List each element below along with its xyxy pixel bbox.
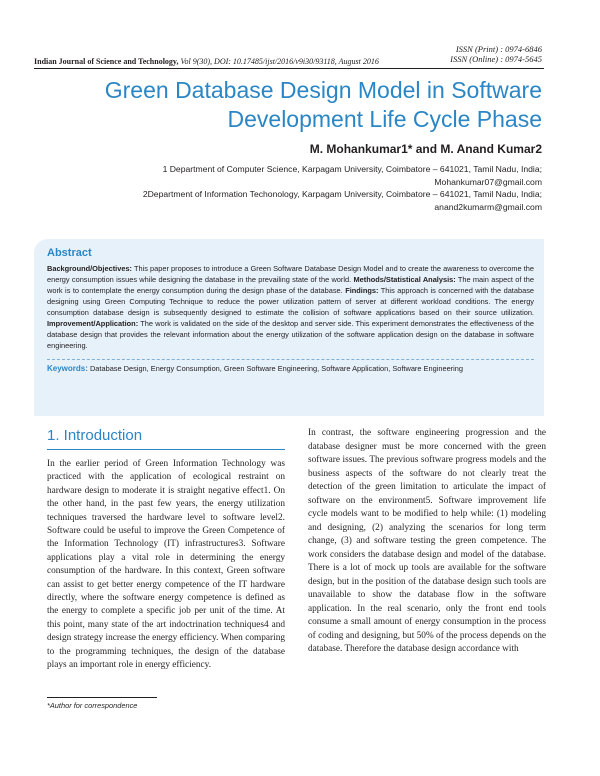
journal-citation — [34, 57, 434, 67]
journal-details: Vol 9(30), DOI: 10.17485/ijst/2016/v9i30/93118, August 2016 — [180, 57, 379, 66]
abstract-box — [34, 239, 544, 416]
keywords-label: Keywords: — [47, 364, 88, 373]
paper-title: Green Database Design Model in Software Development Life Cycle Phase — [104, 77, 542, 132]
improvement-text: The work is validated on the side of the desktop and server side. This experiment demonstrates the effectiveness of the database design that provides the relevant information about the energy utilization of the software application design on the database in software engineering. — [47, 319, 534, 350]
affiliation-2: 2Department of Information Techonology, Karpagam University, Coimbatore – 641021, Tamil Nadu, India; — [142, 189, 542, 200]
intro-left-text: In the earlier period of Green Information Technology was practiced with the application of ecological restraint on hardware design to moderate it is straight negative effect1. On the other hand, in the past few years, the energy utilization techniques traversed the hardware level to software level2. Software could be useful to improve the Green Competence of the Information Technology (IT) infrastructures3. Software applications play a vital role in determining the energy consumption of the hardware. In this context, Green software can assist to get better energy competence of the IT hardware directly, where the software energy competence is defined as the energy to complete a specific job per unit of the time. At this point, many state of the art indoctrination techniques4 and design strategy increase the energy efficiency. When comparing to the programming techniques, the design of the database plays an important role in energy efficiency. — [47, 459, 285, 671]
section-rule — [47, 449, 285, 450]
left-column — [47, 427, 285, 673]
background-text: This paper proposes to introduce a Green Software Database Design Model and to create the awareness to overcome the energy consumption issues while designing the database in the prevailing state of the world. — [47, 264, 535, 284]
issn-online: ISSN (Online) : 0974-5645 — [450, 54, 542, 64]
intro-right-text: In contrast, the software engineering progression and the database designer must be more concerned with the green software issues. The previous software progress models and the business aspects of the software do not clearly treat the detection of the green limitation to articulate the impact of software on the environment5. Software improvement life cycle models want to be modified to help while: (1) modeling and designing, (2) analyzing the scenarios for long term change, (3) and software testing the green competence. The work considers the database design and model of the database. There is a lot of mock up tools are available for the software design, but in the position of the database design such tools are unavailable to show the database flow in the software application. In the real scenario, only the front end tools consume a small amount of energy consumption in the process of coding and designing, but 50% of the process depends on the database. Therefore the database design accordance with — [308, 428, 546, 654]
issn-block — [450, 44, 542, 64]
header-rule — [34, 68, 544, 69]
keywords — [47, 364, 534, 374]
affiliation-1-email: Mohankumar07@gmail.com — [434, 176, 542, 187]
abstract-text — [47, 263, 534, 351]
journal-name: Indian Journal of Science and Technology, — [34, 57, 179, 66]
methods-label: Methods/Statistical Analysis: — [353, 275, 456, 284]
background-label: Background/Objectives: — [47, 264, 133, 273]
section-title: 1. Introduction — [47, 427, 143, 444]
findings-text: This approach is concerned with the database designing using Green Computing Technique to reduce the power utilization pattern of server at different workload conditions. The energy consumption database design is subsequently designed to estimate the collision of software applications based on their source utilization. — [47, 286, 535, 317]
affiliation-2-email: anand2kumarm@gmail.com — [434, 201, 542, 212]
findings-label: Findings: — [345, 286, 379, 295]
improvement-label: Improvement/Application: — [47, 319, 139, 328]
affiliation-1: 1 Department of Computer Science, Karpagam University, Coimbatore – 641021, Tamil Nadu, India; — [162, 164, 542, 174]
abstract-heading: Abstract — [47, 247, 92, 259]
authors: M. Mohankumar1* and M. Anand Kumar2 — [309, 142, 542, 156]
footnote: *Author for correspondence — [47, 701, 138, 710]
footnote-rule — [47, 697, 157, 698]
methods-text: The main aspect of the work is to contemplate the energy consumption during the design phase of the database. — [47, 275, 534, 295]
abstract-divider — [47, 359, 534, 360]
right-column — [308, 427, 546, 657]
keywords-text: Database Design, Energy Consumption, Green Software Engineering, Software Application, Software Engineering — [89, 364, 464, 373]
issn-print: ISSN (Print) : 0974-6846 — [455, 44, 542, 54]
affiliations — [82, 163, 542, 213]
